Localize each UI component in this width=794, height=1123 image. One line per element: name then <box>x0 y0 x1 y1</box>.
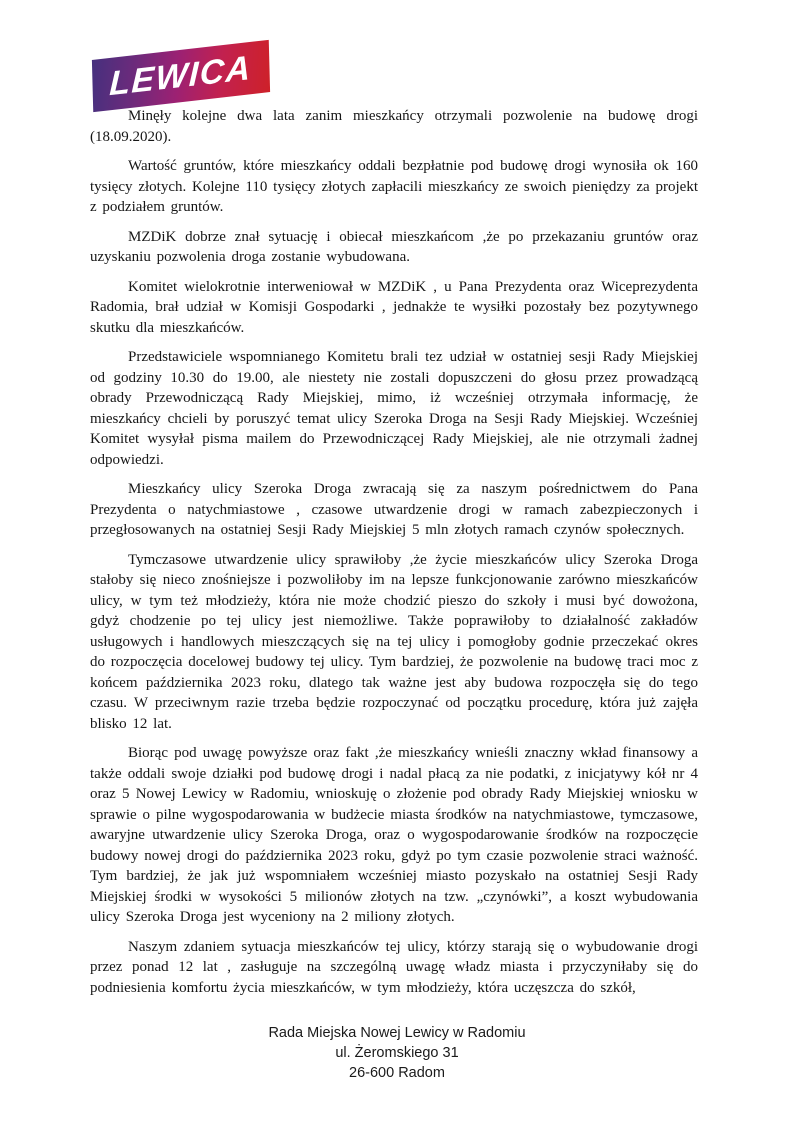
body-paragraph-6: Mieszkańcy ulicy Szeroka Droga zwracają się za naszym pośrednictwem do Pana Prezydenta o natychmiastowe , czasowe utwardzenie drogi w ramach zabezpieczonych i przegłosowanych na ostatniej Sesji Rady Miejskiej 5 mln złotych ramach czynów społecznych. <box>90 481 698 538</box>
document-footer <box>0 1023 794 1083</box>
body-paragraph-9: Naszym zdaniem sytuacja mieszkańców tej ulicy, którzy starają się o wybudowanie drogi przez ponad 12 lat , zasługuje na szczególną uwagę władz miasta i przyczyniłaby się do podniesienia komfortu życia mieszkańców, w tym młodzieży, która uczęszcza do szkół, <box>90 938 698 996</box>
body-paragraph-7: Tymczasowe utwardzenie ulicy sprawiłoby ,że życie mieszkańców ulicy Szeroka Droga stałoby się nieco znośniejsze i pozwoliłoby im na lepsze funkcjonowanie zarówno mieszkańców ulicy, w tym też młodzieży, która nie może chodzić pieszo do szkoły i musi być dowożona, gdyż chodzenie po tej ulicy jest niemożliwe. Także poprawiłoby to działalność zakładów usługowych i handlowych mieszczących się na tej ulicy i pomogłoby godnie przeczekać okres do rozpoczęcia docelowej budowy tej ulicy. Tym bardziej, że pozwolenie na budowę traci moc z końcem października 2023 roku, dlatego tak ważne jest aby budowa rozpoczęła się do tego czasu. W przeciwnym razie trzeba będzie rozpoczynać od początku procedurę, która już zajęła blisko 12 lat. <box>90 551 698 732</box>
body-paragraph-5: Przedstawiciele wspomnianego Komitetu brali tez udział w ostatniej sesji Rady Miejskiej od godziny 10.30 do 19.00, ale niestety nie zostali dopuszczeni do głosu przez prowadzącą obrady Przewodniczącą Rady Miejskiej, mimo, iż wcześniej otrzymała informację, że mieszkańcy chcieli by poruszyć temat ulicy Szeroka Droga na Sesji Rady Miejskiej. Wcześniej Komitet wysyłał pisma mailem do Przewodniczącej Rady Miejskiej, ale nie otrzymali żadnej odpowiedzi. <box>90 349 698 468</box>
body-paragraph-8: Biorąc pod uwagę powyższe oraz fakt ,że mieszkańcy wnieśli znaczny wkład finansowy a także oddali swoje działki pod budowę drogi i nadal płacą za nie podatki, z inicjatywy kół nr 4 oraz 5 Nowej Lewicy w Radomiu, wnioskuję o złożenie pod obrady Rady Miejskiej wniosku w sprawie o pilne wygospodarowania w budżecie miasta środków na natychmiastowe, tymczasowe, awaryjne utwardzenie ulicy Szeroka Droga, oraz o wygospodarowanie środków na rozpoczęcie budowy nowej drogi do października 2023 roku, gdyż po tym czasie pozwolenie straci ważność. Tym bardziej, że jak już wspomniałem wcześniej miasto pozyskało na ostatniej Sesji Rady Miejskiej środki w wysokości 5 milionów złotych na tzw. „czynówki”, a koszt wybudowania ulicy Szeroka Droga jest wyceniony na 2 miliony złotych. <box>90 745 698 925</box>
body-paragraph-2: Wartość gruntów, które mieszkańcy oddali bezpłatnie pod budowę drogi wynosiła ok 160 tysięcy złotych. Kolejne 110 tysięcy złotych zapłacili mieszkańcy ze swoich pieniędzy za projekt z podziałem gruntów. <box>90 158 698 215</box>
lewica-logo-banner <box>92 40 270 112</box>
document-body <box>90 106 698 1007</box>
body-paragraph-1: Minęły kolejne dwa lata zanim mieszkańcy otrzymali pozwolenie na budowę drogi (18.09.2020). <box>90 108 698 145</box>
body-paragraph-3: MZDiK dobrze znał sytuację i obiecał mieszkańcom ,że po przekazaniu gruntów oraz uzyskaniu pozwolenia droga zostanie wybudowana. <box>90 228 698 265</box>
footer-postal-city: 26-600 Radom <box>349 1065 445 1081</box>
footer-organization: Rada Miejska Nowej Lewicy w Radomiu <box>268 1025 526 1041</box>
body-paragraph-4: Komitet wielokrotnie interweniował w MZDiK , u Pana Prezydenta oraz Wiceprezydenta Radomia, brał udział w Komisji Gospodarki , jednakże te wysiłki pozostały bez pozytywnego skutku dla mieszkańców. <box>90 278 698 336</box>
lewica-logo <box>92 50 276 106</box>
footer-street-address: ul. Żeromskiego 31 <box>335 1045 459 1061</box>
lewica-logo-text: LEWICA <box>109 48 253 103</box>
